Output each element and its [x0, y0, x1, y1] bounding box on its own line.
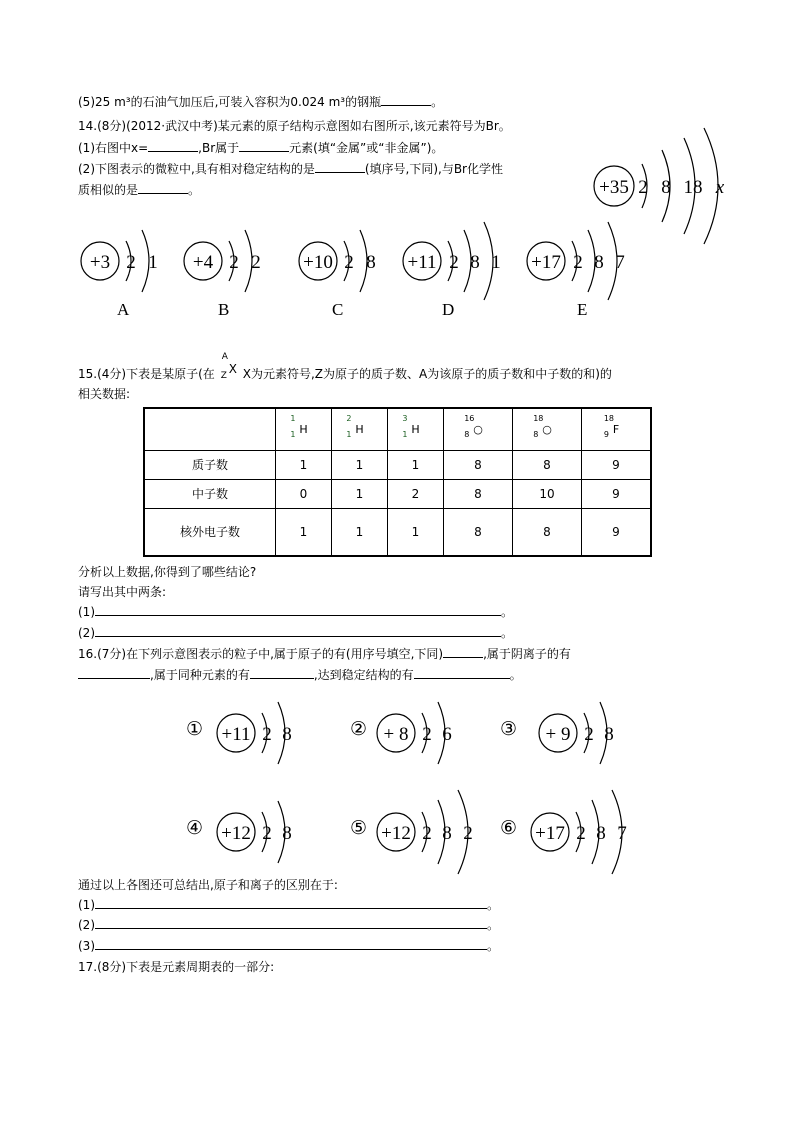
svg-text:8: 8	[442, 823, 452, 844]
svg-text:+12: +12	[221, 823, 251, 844]
particle-6-number: ⑥	[500, 818, 518, 839]
particle-1	[214, 698, 304, 771]
q16-summary-1: (1) 。	[78, 898, 500, 912]
q15-header-cont: 相关数据:	[78, 387, 131, 401]
atom-D	[400, 222, 510, 303]
atom-C	[296, 226, 386, 299]
svg-text:+17: +17	[535, 823, 565, 844]
table-row: 核外电子数 1 1 1 8 8 9	[144, 508, 651, 556]
svg-text:+3: +3	[89, 252, 111, 273]
particle-4-number: ④	[186, 818, 204, 839]
q15-header: 15.(4分)下表是某原子(在 A Z X X为元素符号,Z为原子的质子数、A为该原子的质子数和中子数的和)的	[78, 352, 612, 381]
svg-text:+4: +4	[192, 252, 214, 273]
svg-text:8: 8	[604, 724, 614, 745]
answer-blank[interactable]	[148, 139, 198, 152]
q15-analysis: 分析以上数据,你得到了哪些结论?	[78, 565, 257, 579]
svg-text:1: 1	[148, 252, 158, 273]
answer-blank[interactable]	[414, 666, 510, 679]
particle-4	[214, 797, 304, 870]
q14-part1: (1)右图中x= ,Br属于 元素(填“金属”或“非金属”)。	[78, 141, 444, 155]
svg-text:2: 2	[449, 252, 459, 273]
atom-B-label: B	[218, 300, 230, 319]
svg-text:8: 8	[366, 252, 376, 273]
svg-text:2: 2	[229, 252, 239, 273]
particle-3	[536, 698, 626, 771]
svg-text:2: 2	[262, 724, 272, 745]
atom-E	[524, 222, 634, 303]
particle-1-number: ①	[186, 719, 204, 740]
svg-text:2: 2	[573, 252, 583, 273]
svg-text:8: 8	[282, 724, 292, 745]
br-shell-4: x	[715, 177, 725, 198]
answer-blank[interactable]	[95, 603, 501, 616]
particle-2-number: ②	[350, 719, 368, 740]
particle-5	[374, 790, 484, 877]
svg-text:+11: +11	[221, 724, 251, 745]
q15-answer-1: (1) 。	[78, 605, 514, 619]
table-row: 中子数 0 1 2 8 10 9	[144, 479, 651, 508]
atom-C-label: C	[332, 300, 344, 319]
svg-text:2: 2	[262, 823, 272, 844]
isotope-table: 1 H 1 2 H 1 3 H 1 16 ○ 8 18 ○ 8 18 F 9 质子数 1 1 1 8 8 9 中子数 0 1 2 8 10 9 核外电子数 1 1 1 8 8 9	[143, 407, 652, 557]
svg-text:+12: +12	[381, 823, 411, 844]
answer-blank[interactable]	[95, 896, 487, 909]
q15-ask: 请写出其中两条:	[78, 585, 167, 599]
answer-blank[interactable]	[138, 181, 188, 194]
atom-A	[78, 226, 168, 299]
svg-text:2: 2	[251, 252, 261, 273]
svg-text:+11: +11	[407, 252, 437, 273]
svg-text:8: 8	[594, 252, 604, 273]
atom-B	[181, 226, 271, 299]
atom-A-label: A	[117, 300, 130, 319]
q14-header: 14.(8分)(2012·武汉中考)某元素的原子结构示意图如右图所示,该元素符号为Br。	[78, 119, 511, 133]
answer-blank[interactable]	[95, 937, 487, 950]
answer-blank[interactable]	[239, 139, 289, 152]
br-nucleus: +35	[599, 177, 629, 198]
q15-answer-2: (2) 。	[78, 626, 514, 640]
answer-blank[interactable]	[443, 645, 483, 658]
svg-text:+ 9: + 9	[545, 724, 571, 745]
q13-part5: (5)25 m³的石油气加压后,可装入容积为0.024 m³的钢瓶 。	[78, 95, 444, 109]
br-shell-3: 18	[683, 177, 703, 198]
svg-text:8: 8	[596, 823, 606, 844]
svg-text:8: 8	[470, 252, 480, 273]
q16-summary: 通过以上各图还可总结出,原子和离子的区别在于:	[78, 878, 338, 892]
particle-2	[374, 698, 464, 771]
svg-text:2: 2	[584, 724, 594, 745]
answer-blank[interactable]	[78, 666, 150, 679]
svg-text:8: 8	[282, 823, 292, 844]
svg-text:2: 2	[344, 252, 354, 273]
atom-D-label: D	[442, 300, 455, 319]
atom-E-label: E	[577, 300, 588, 319]
q16-header: 16.(7分)在下列示意图表示的粒子中,属于原子的有(用序号填空,下同) ,属于阴离子的有	[78, 647, 571, 661]
svg-text:+10: +10	[303, 252, 333, 273]
particle-6	[528, 790, 638, 877]
svg-text:2: 2	[576, 823, 586, 844]
q14-part2: (2)下图表示的微粒中,具有相对稳定结构的是 (填序号,下同),与Br化学性	[78, 162, 503, 176]
answer-blank[interactable]	[95, 624, 501, 637]
svg-text:2: 2	[126, 252, 136, 273]
svg-text:7: 7	[617, 823, 627, 844]
answer-blank[interactable]	[315, 160, 365, 173]
svg-text:2: 2	[422, 823, 432, 844]
q17-header: 17.(8分)下表是元素周期表的一部分:	[78, 960, 275, 974]
answer-blank[interactable]	[381, 93, 431, 106]
answer-blank[interactable]	[95, 916, 487, 929]
svg-text:7: 7	[615, 252, 625, 273]
svg-text:2: 2	[422, 724, 432, 745]
svg-text:+ 8: + 8	[383, 724, 409, 745]
br-shell-1: 2	[638, 177, 648, 198]
q16-header-cont: ,属于同种元素的有 ,达到稳定结构的有 。	[78, 666, 522, 684]
particle-3-number: ③	[500, 719, 518, 740]
br-shell-2: 8	[661, 177, 671, 198]
svg-text:+17: +17	[531, 252, 561, 273]
nuclide-notation: A Z X	[220, 352, 237, 381]
answer-blank[interactable]	[250, 666, 314, 679]
particle-5-number: ⑤	[350, 818, 368, 839]
svg-text:6: 6	[442, 724, 452, 745]
svg-text:1: 1	[491, 252, 501, 273]
q14-part2-cont: 质相似的是 。	[78, 183, 201, 197]
svg-text:2: 2	[463, 823, 473, 844]
table-row: 质子数 1 1 1 8 8 9	[144, 450, 651, 479]
q16-summary-3: (3) 。	[78, 939, 500, 953]
q16-summary-2: (2) 。	[78, 918, 500, 932]
